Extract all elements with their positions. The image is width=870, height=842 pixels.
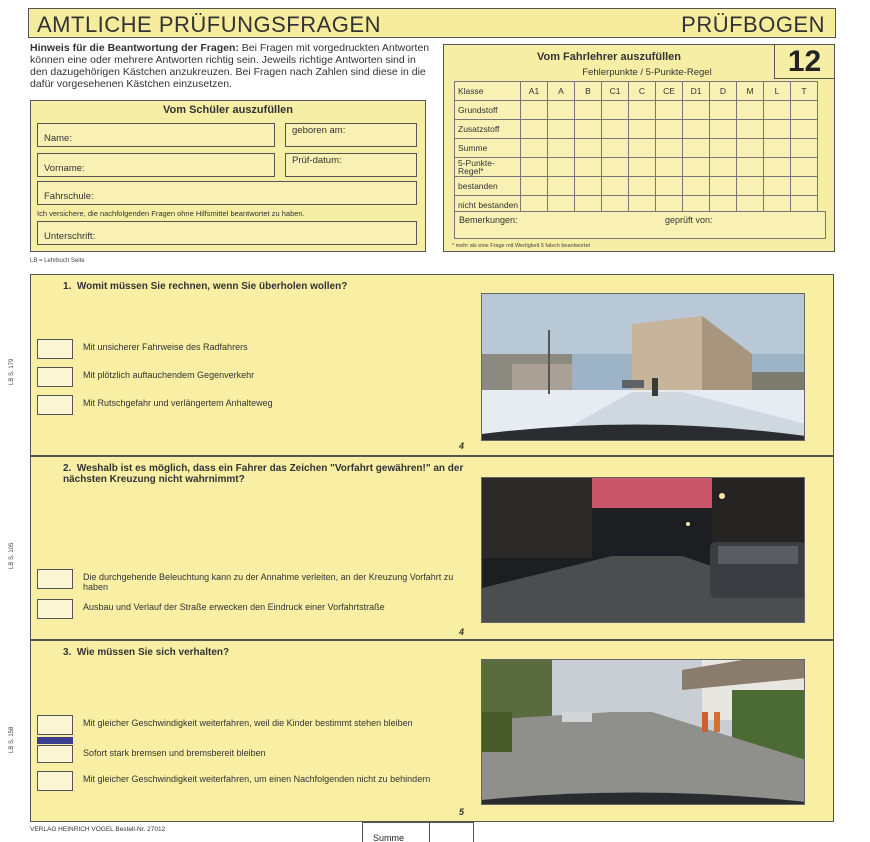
form-type: PRÜFBOGEN <box>681 12 825 37</box>
sum-label: Summe <box>373 833 405 842</box>
answer-option[interactable]: Ausbau und Verlauf der Straße erwecken den Eindruck einer Vorfahrtstraße <box>37 599 467 621</box>
question-2-reference: LB S. 105 <box>9 542 15 569</box>
rule-footnote: * mehr als eine Frage mit Wertigkeit 5 falsch beantwortet <box>452 243 591 249</box>
answer-checkbox[interactable] <box>37 339 73 359</box>
publisher-footer: VERLAG HEINRICH VOGEL Bestell-Nr. 27012 <box>30 826 166 833</box>
answer-option[interactable]: Die durchgehende Beleuchtung kann zu der Annahme verleiten, an der Kreuzung Vorfahrt zu haben <box>37 569 467 591</box>
sum-box[interactable] <box>429 823 475 842</box>
declaration-text: Ich versichere, die nachfolgenden Fragen ohne Hilfsmittel beantwortet zu haben. <box>37 209 305 218</box>
question-3 <box>9 640 834 822</box>
grid-row: nicht bestanden <box>455 196 818 215</box>
remarks-label: Bemerkungen: <box>459 215 518 225</box>
answer-checkbox[interactable] <box>37 771 73 791</box>
exam-date-field[interactable]: Prüf-datum: <box>285 153 417 177</box>
grid-row: Summe <box>455 139 818 158</box>
question-1-text: 1. Womit müssen Sie rechnen, wenn Sie überholen wollen? <box>63 281 348 292</box>
question-1 <box>9 274 834 456</box>
form-title: AMTLICHE PRÜFUNGSFRAGEN <box>37 12 381 37</box>
answer-checkbox[interactable] <box>37 715 73 735</box>
question-2-photo <box>481 477 805 623</box>
driving-school-field[interactable]: Fahrschule: <box>37 181 417 205</box>
question-2-text: 2. Weshalb ist es möglich, dass ein Fahrer das Zeichen "Vorfahrt gewähren!" an der nächsten Kreuzung nicht wahrnimmt? <box>63 463 464 485</box>
checked-by-label: geprüft von: <box>665 215 713 225</box>
winter-street-photo <box>482 294 805 441</box>
grid-header-row: Klasse A1 A B C1 C CE D1 D M L T <box>455 82 818 101</box>
answer-checkbox[interactable] <box>37 745 73 763</box>
question-2 <box>9 456 834 640</box>
instructions-text: Bei Fragen mit vorgedruckten Antworten können eine oder mehrere Antworten richtig sein. Jeweils richtige Antworten sind in den dazugehörigen Kästchen anzukreuzen. Bei Fragen nach Zahlen sind diese in die dafür vorgesehenen Kästchen einzusetzen. <box>30 42 430 90</box>
student-section <box>30 100 426 252</box>
sheet-number: 12 <box>774 45 834 79</box>
question-3-points: 5 <box>459 807 465 817</box>
question-1-photo <box>481 293 805 441</box>
error-points-heading: Fehlerpunkte / 5-Punkte-Regel <box>582 67 712 78</box>
answer-checkbox[interactable] <box>37 367 73 387</box>
answer-option[interactable]: Mit plötzlich auftauchendem Gegenverkehr <box>37 367 467 387</box>
textbook-note: LB = Lehrbuch Seite <box>30 258 85 264</box>
night-street-photo <box>482 478 805 623</box>
remarks-field[interactable] <box>454 211 826 239</box>
instructions <box>30 42 430 90</box>
answer-option[interactable]: Mit unsicherer Fahrweise des Radfahrers <box>37 339 467 359</box>
grid-row: Zusatzstoff <box>455 120 818 139</box>
name-field[interactable]: Name: <box>37 123 275 147</box>
scoring-grid <box>454 81 818 215</box>
residential-street-photo <box>482 660 805 805</box>
answer-checkbox[interactable] <box>37 569 73 589</box>
answer-option[interactable]: Mit gleicher Geschwindigkeit weiterfahren, weil die Kinder bestimmt stehen bleiben <box>37 715 467 737</box>
answer-option[interactable]: Sofort stark bremsen und bremsbereit bleiben <box>37 745 467 763</box>
question-3-reference: LB S. 158 <box>9 726 15 753</box>
signature-field[interactable]: Unterschrift: <box>37 221 417 245</box>
question-1-points: 4 <box>459 441 465 451</box>
answer-checkbox[interactable] <box>37 395 73 415</box>
question-2-points: 4 <box>459 627 465 637</box>
sum-field[interactable] <box>362 822 474 842</box>
question-1-reference: LB S. 179 <box>9 358 15 385</box>
birthdate-field[interactable]: geboren am: <box>285 123 417 147</box>
instructions-lead: Hinweis für die Beantwortung der Fragen: <box>30 42 239 54</box>
answer-option[interactable]: Mit gleicher Geschwindigkeit weiterfahren, um einen Nachfolgenden nicht zu behindern <box>37 771 467 793</box>
answer-checkbox[interactable] <box>37 599 73 619</box>
page-header <box>28 8 836 38</box>
student-legend: Vom Schüler auszufüllen <box>163 104 293 116</box>
highlight-marker <box>37 737 73 744</box>
instructor-section <box>443 44 835 252</box>
firstname-field[interactable]: Vorname: <box>37 153 275 177</box>
question-3-photo <box>481 659 805 805</box>
grid-row: Grundstoff <box>455 101 818 120</box>
grid-row: 5-Punkte-Regel* <box>455 158 818 177</box>
answer-option[interactable]: Mit Rutschgefahr und verlängertem Anhalteweg <box>37 395 467 415</box>
question-3-text: 3. Wie müssen Sie sich verhalten? <box>63 647 230 658</box>
instructor-legend: Vom Fahrlehrer auszufüllen <box>536 51 682 63</box>
grid-row: bestanden <box>455 177 818 196</box>
